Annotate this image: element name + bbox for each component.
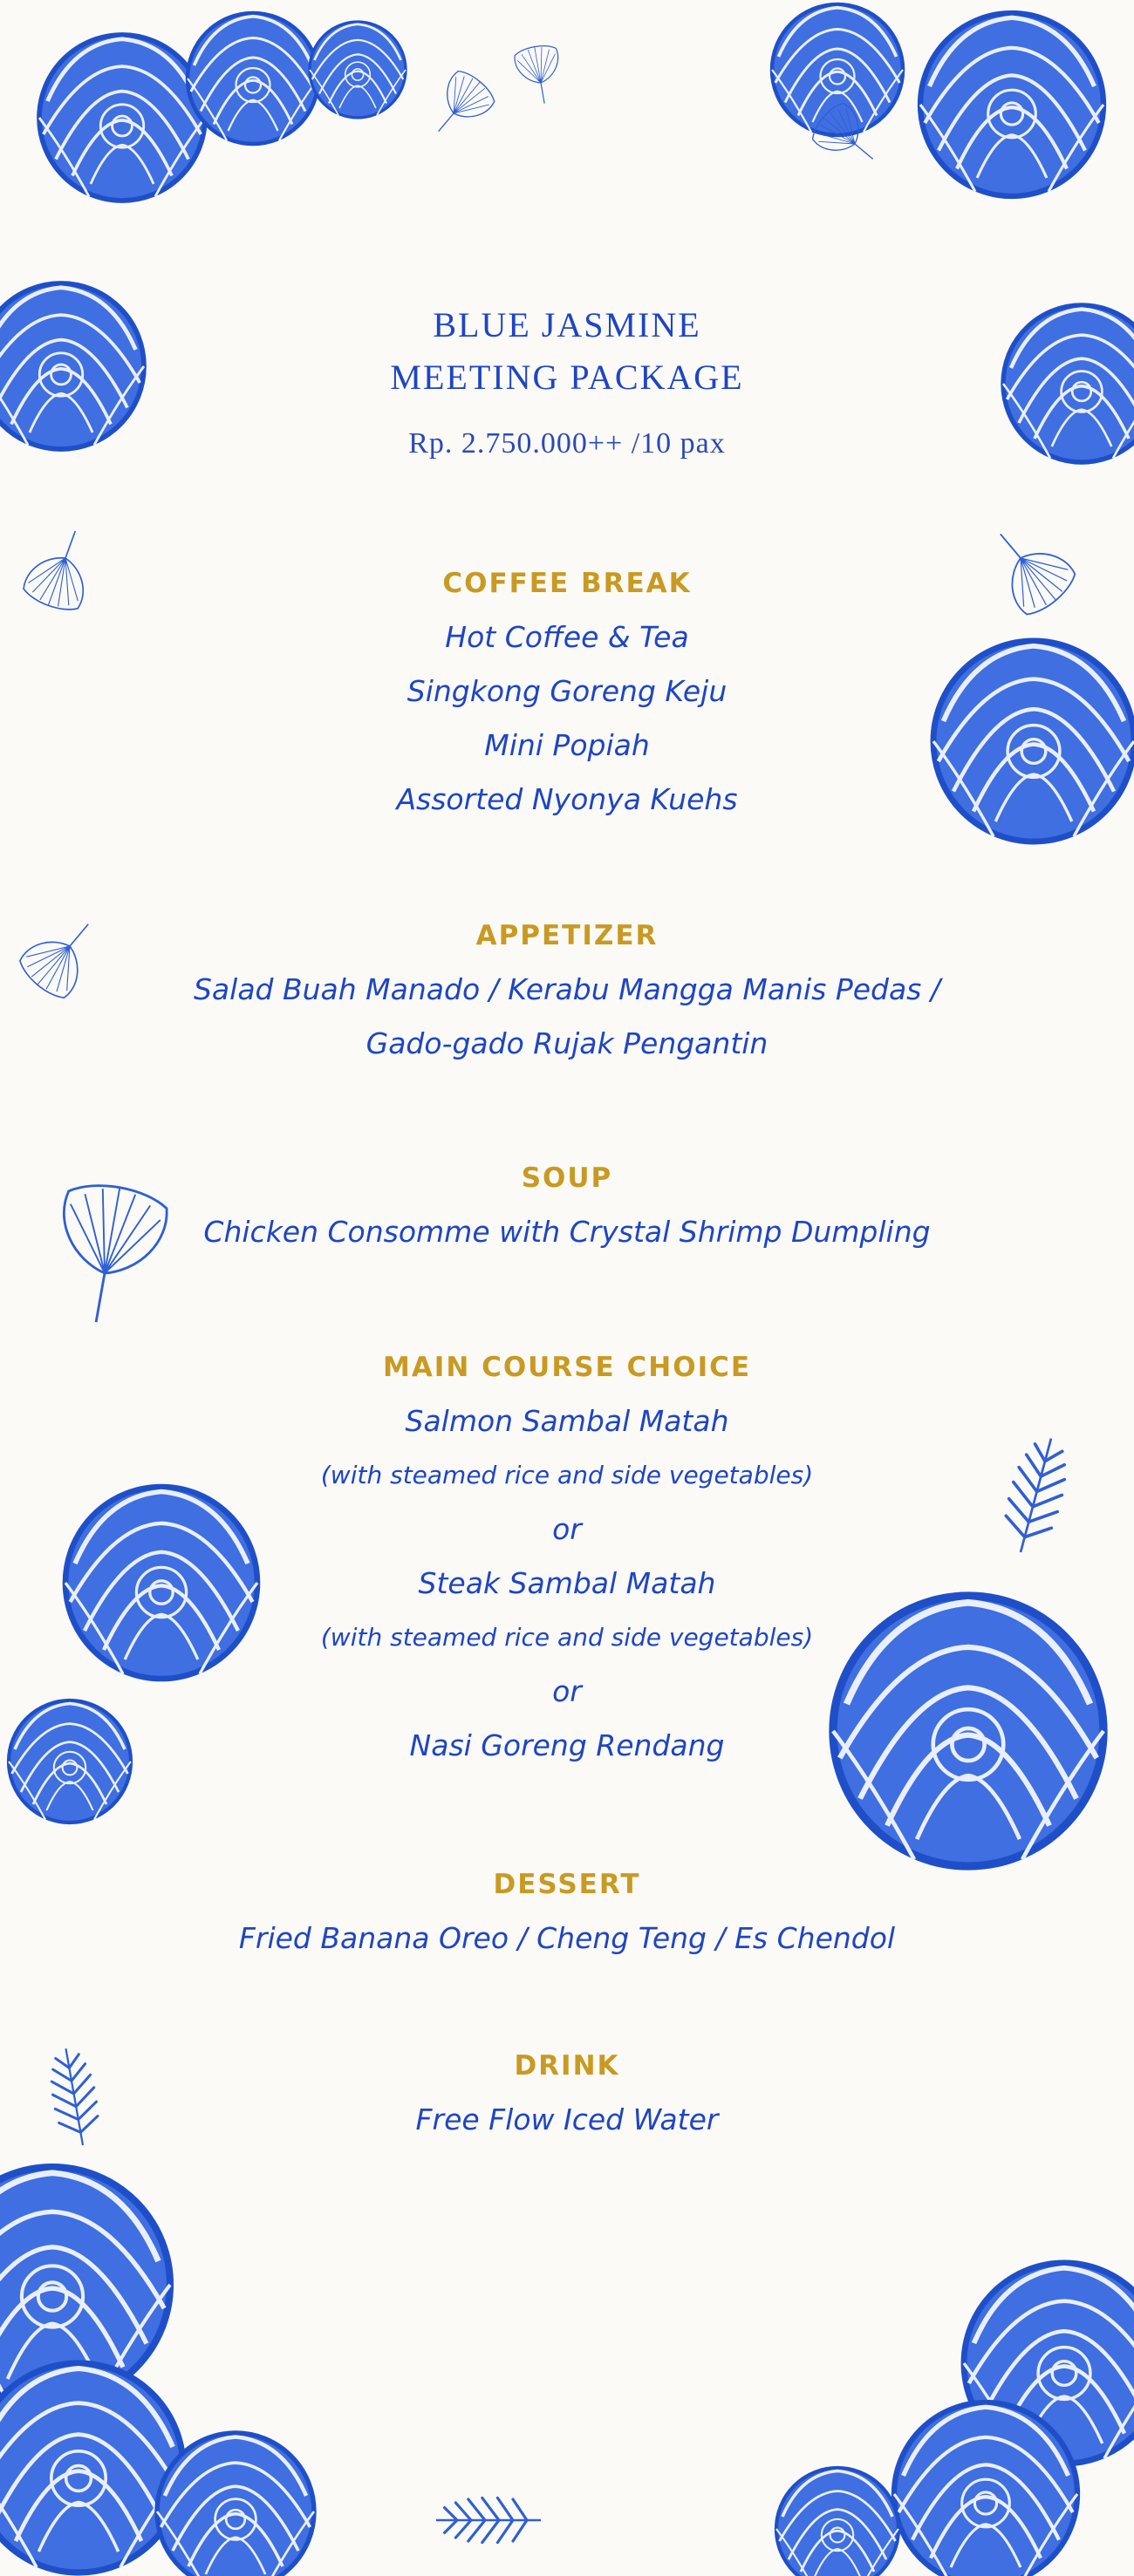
menu-item: Salmon Sambal Matah [405, 1404, 729, 1438]
menu-item: Chicken Consomme with Crystal Shrimp Dumpling [203, 1215, 931, 1249]
menu-item: Salad Buah Manado / Kerabu Mangga Manis Pedas / [193, 972, 940, 1006]
menu-item: Singkong Goreng Keju [406, 674, 728, 708]
menu-item: Fried Banana Oreo / Cheng Teng / Es Chendol [238, 1921, 896, 1955]
package-title-line1: BLUE JASMINE [433, 305, 701, 344]
section-drink [0, 2050, 1134, 2147]
section-soup [0, 1162, 1134, 1259]
fern-leaf [436, 2498, 541, 2542]
package-price: Rp. 2.750.000++ /10 pax [408, 427, 726, 460]
section-heading: MAIN COURSE CHOICE [382, 1352, 752, 1383]
section-heading: APPETIZER [475, 920, 659, 951]
section-heading: COFFEE BREAK [442, 568, 692, 599]
menu-item-separator: or [552, 1512, 582, 1546]
menu-item: Mini Popiah [484, 728, 650, 762]
section-heading: DRINK [514, 2050, 620, 2082]
package-title-line2: MEETING PACKAGE [390, 358, 744, 397]
menu-item: Free Flow Iced Water [415, 2102, 719, 2136]
section-heading: SOUP [521, 1162, 613, 1194]
menu-item-note: (with steamed rice and side vegetables) [320, 1461, 814, 1489]
menu-item: Assorted Nyonya Kuehs [396, 782, 738, 816]
section-main-course [0, 1354, 1134, 1773]
section-heading: DESSERT [493, 1869, 641, 1900]
menu-item: Gado-gado Rujak Pengantin [365, 1026, 769, 1060]
section-coffee-break [0, 570, 1134, 827]
section-appetizer [0, 920, 1134, 1071]
menu-item: Steak Sambal Matah [418, 1566, 716, 1600]
menu-item: Hot Coffee & Tea [445, 620, 689, 654]
menu-item: Nasi Goreng Rendang [409, 1728, 725, 1762]
menu-item-note: (with steamed rice and side vegetables) [320, 1623, 814, 1652]
menu-item-separator: or [552, 1674, 582, 1708]
peony-illustration [776, 2263, 1134, 2576]
peony-illustration [0, 2167, 314, 2576]
section-dessert [0, 1871, 1134, 1966]
